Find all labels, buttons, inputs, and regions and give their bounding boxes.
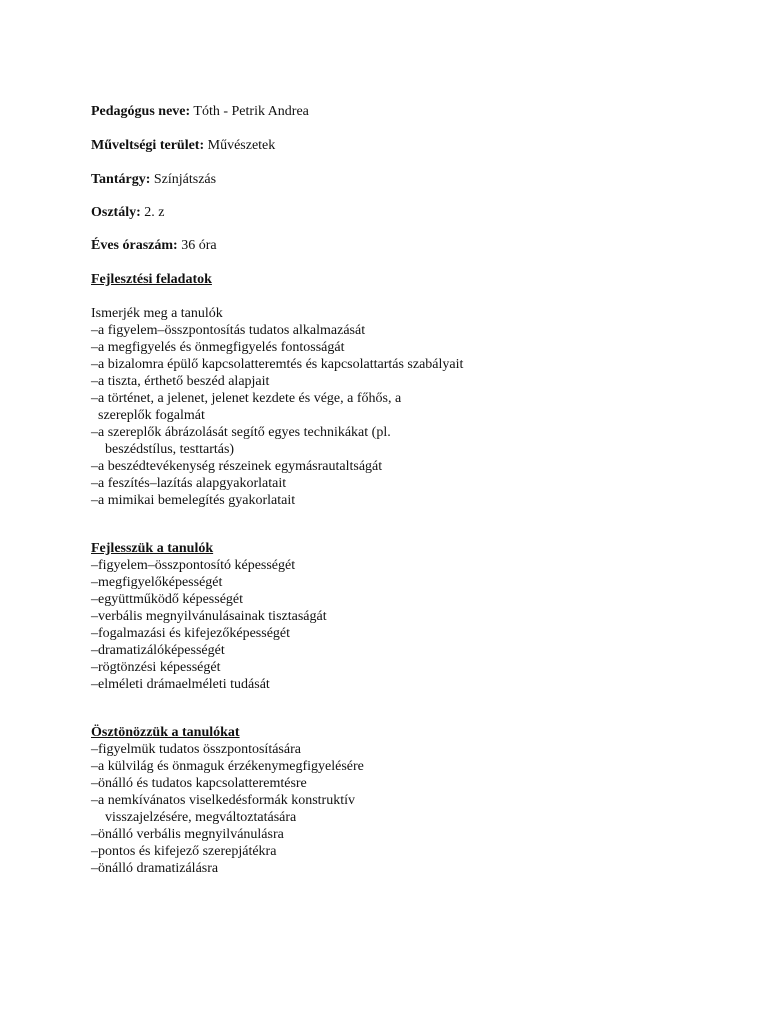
list-item: –együttműködő képességét [91, 592, 244, 607]
class-label: Osztály: [91, 205, 141, 220]
list-item: –a beszédtevékenység részeinek egymásrautaltságát [91, 459, 383, 474]
list-item: –elméleti drámaelméleti tudását [91, 677, 270, 692]
encourage-heading: Ösztönözzük a tanulókat [91, 725, 240, 740]
hours-value: 36 óra [181, 238, 217, 253]
list-item: Ismerjék meg a tanulók [91, 306, 223, 321]
hours-line [91, 237, 217, 254]
teacher-line [91, 103, 309, 120]
list-item: –a szereplők ábrázolását segítő egyes technikákat (pl. [91, 425, 391, 440]
tasks-heading: Fejlesztési feladatok [91, 272, 212, 287]
list-item: –a tiszta, érthető beszéd alapjait [91, 374, 270, 389]
list-item: –verbális megnyilvánulásainak tisztaságát [91, 609, 327, 624]
list-item: –a megfigyelés és önmegfigyelés fontosságát [91, 340, 345, 355]
teacher-label: Pedagógus neve: [91, 104, 191, 119]
class-value: 2. z [144, 205, 165, 220]
list-item: –önálló és tudatos kapcsolatteremtésre [91, 776, 307, 791]
list-item: –önálló verbális megnyilvánulásra [91, 827, 284, 842]
list-item: –megfigyelőképességét [91, 575, 223, 590]
list-item: –figyelmük tudatos összpontosítására [91, 742, 301, 757]
develop-list [91, 557, 691, 693]
list-item: –rögtönzési képességét [91, 660, 221, 675]
tasks-list [91, 305, 691, 509]
list-item: –a nemkívánatos viselkedésformák konstruktív [91, 793, 355, 808]
subject-line [91, 171, 216, 188]
list-item: –a külvilág és önmaguk érzékenymegfigyelésére [91, 759, 364, 774]
list-item: –a feszítés–lazítás alapgyakorlatait [91, 476, 287, 491]
develop-heading: Fejlesszük a tanulók [91, 541, 214, 556]
list-item-continuation: visszajelzésére, megváltoztatására [105, 810, 297, 825]
list-item: –a bizalomra épülő kapcsolatteremtés és kapcsolattartás szabályait [91, 357, 464, 372]
list-item: –fogalmazási és kifejezőképességét [91, 626, 291, 641]
list-item-continuation: beszédstílus, testtartás) [105, 442, 235, 457]
list-item: –önálló dramatizálásra [91, 861, 219, 876]
list-item-continuation: szereplők fogalmát [98, 408, 205, 423]
field-value: Művészetek [207, 138, 276, 153]
list-item: –dramatizálóképességét [91, 643, 225, 658]
field-label: Műveltségi terület: [91, 138, 205, 153]
subject-value: Színjátszás [153, 172, 217, 187]
class-line [91, 204, 164, 221]
list-item: –a figyelem–összpontosítás tudatos alkalmazását [91, 323, 366, 338]
subject-label: Tantárgy: [91, 172, 151, 187]
teacher-value: Tóth - Petrik Andrea [193, 104, 309, 119]
list-item: –pontos és kifejező szerepjátékra [91, 844, 277, 859]
encourage-list [91, 741, 691, 877]
list-item: –a történet, a jelenet, jelenet kezdete és vége, a főhős, a [91, 391, 402, 406]
hours-label: Éves óraszám: [91, 238, 178, 253]
list-item: –figyelem–összpontosító képességét [91, 558, 296, 573]
field-line [91, 137, 275, 154]
list-item: –a mimikai bemelegítés gyakorlatait [91, 493, 296, 508]
